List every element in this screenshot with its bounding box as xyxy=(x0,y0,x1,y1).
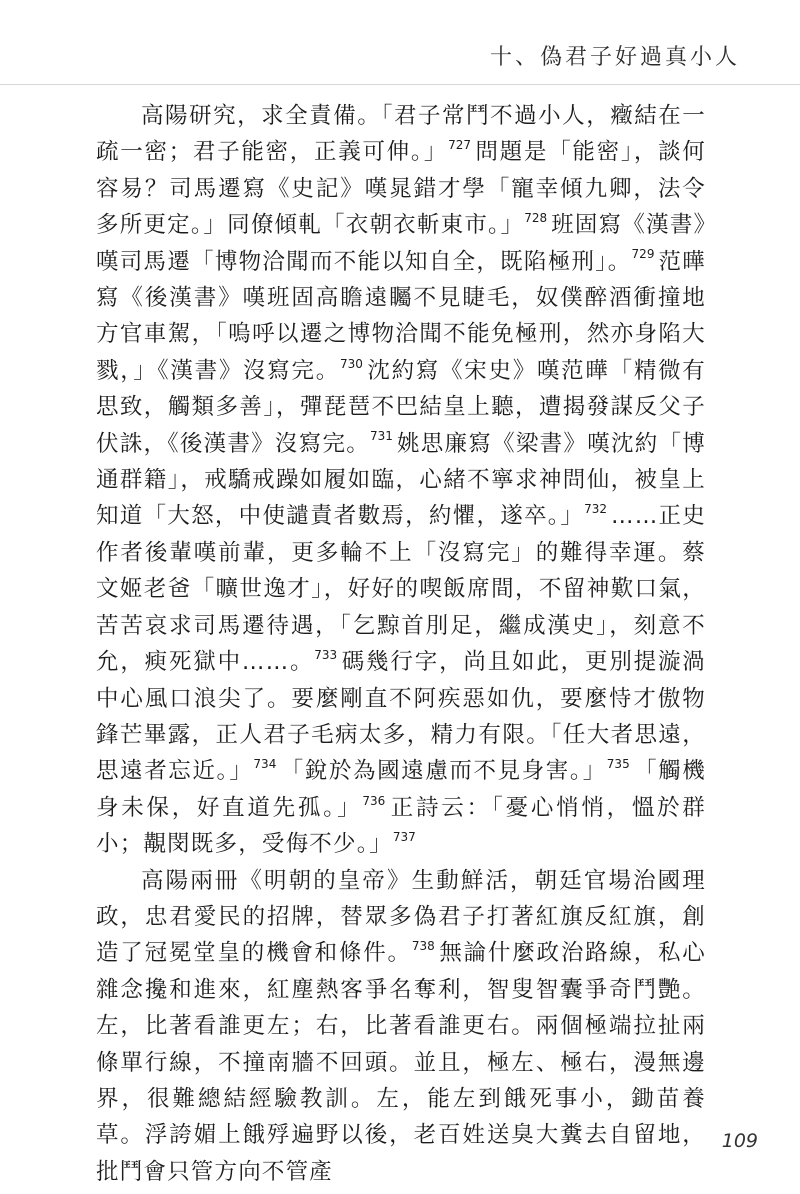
text-segment: 「觸機身未保，好直道先孤。」 xyxy=(96,758,706,821)
footnote-marker: 732 xyxy=(584,502,608,517)
text-segment: 高陽兩冊《明朝的皇帝》生動鮮活，朝廷官場治國理政，忠君愛民的招牌，替眾多偽君子打著紅旗反紅旗，創造了冠冕堂皇的機會和條件。 xyxy=(96,867,706,967)
paragraph-1 xyxy=(96,98,706,863)
text-segment: 無論什麼政治路線，私心雜念攙和進來，紅塵熱客爭名奪利，智叟智囊爭奇鬥艷。左，比著看誰更左；右，比著看誰更右。兩個極端拉扯兩條單行線，不撞南牆不回頭。並且，極左、極右，漫無邊界，很難總結經驗教訓。左，能左到餓死事小，鋤苗養草。浮誇媚上餓殍遍野以後，老百姓送臭大糞去自留地，批鬥會只管方向不管產 xyxy=(96,940,706,1185)
body-text xyxy=(96,98,706,1190)
footnote-marker: 734 xyxy=(253,757,277,772)
footnote-marker: 731 xyxy=(370,429,393,444)
footnote-marker: 738 xyxy=(411,939,435,954)
footnote-marker: 728 xyxy=(524,211,548,226)
text-segment: 范曄寫《後漢書》嘆班固高瞻遠矚不見睫毛，奴僕醉酒衝撞地方官車駕，「嗚呼以遷之博物洽聞不能免極刑，然亦身陷大戮，」《漢書》沒寫完。 xyxy=(96,248,706,384)
footnote-marker: 736 xyxy=(362,793,386,808)
footnote-marker: 727 xyxy=(448,138,471,153)
footnote-marker: 729 xyxy=(631,247,655,262)
text-segment: 「銳於為國遠慮而不見身害。」 xyxy=(280,758,607,785)
header-divider xyxy=(0,84,800,85)
running-head-title: 十、偽君子好過真小人 xyxy=(489,45,740,70)
footnote-marker: 730 xyxy=(339,356,363,371)
text-segment: 高陽研究，求全責備。「君子常鬥不過小人，癥結在一疏一密；君子能密，正義可伸。」 xyxy=(96,103,706,166)
text-segment: 班固寫《漢書》嘆司馬遷「博物洽聞而不能以知自全，既陷極刑」。 xyxy=(96,212,706,275)
text-segment: 問題是「能密」，談何容易？司馬遷寫《史記》嘆晁錯才學「寵幸傾九卿，法令多所更定。」同僚傾軋「衣朝衣斬東市。」 xyxy=(96,139,706,239)
paragraph-2 xyxy=(96,863,706,1191)
page-number: 109 xyxy=(721,1130,758,1152)
footnote-marker: 737 xyxy=(392,829,416,844)
text-segment: 碼幾行字，尚且如此，更別提漩渦中心風口浪尖了。要麼剛直不阿疾惡如仇，要麼恃才傲物鋒芒畢露，正人君子毛病太多，精力有限。「任大者思遠，思遠者忘近。」 xyxy=(96,649,706,785)
text-segment: 沈約寫《宋史》嘆范曄「精微有思致，觸類多善」，彈琵琶不巴結皇上聽，遭揭發謀反父子伏誅，《後漢書》沒寫完。 xyxy=(96,357,706,457)
text-segment: 正詩云：「憂心悄悄，慍於群小；覯閔既多，受侮不少。」 xyxy=(96,794,706,858)
footnote-marker: 733 xyxy=(314,647,338,662)
footnote-marker: 735 xyxy=(606,757,630,772)
text-segment: 姚思廉寫《梁書》嘆沈約「博通群籍」，戒驕戒躁如履如臨，心緒不寧求神問仙，被皇上知道「大怒，中使譴責者數焉，約懼，遂卒。」 xyxy=(96,430,706,530)
text-segment: ……正史作者後輩嘆前輩，更多輪不上「沒寫完」的難得幸運。蔡文姬老爸「曠世逸才」，好好的喫飯席間，不留神歎口氣，苦苦哀求司馬遷待遇，「乞黥首刖足，繼成漢史」，刻意不允，瘐死獄中……。 xyxy=(96,503,706,676)
